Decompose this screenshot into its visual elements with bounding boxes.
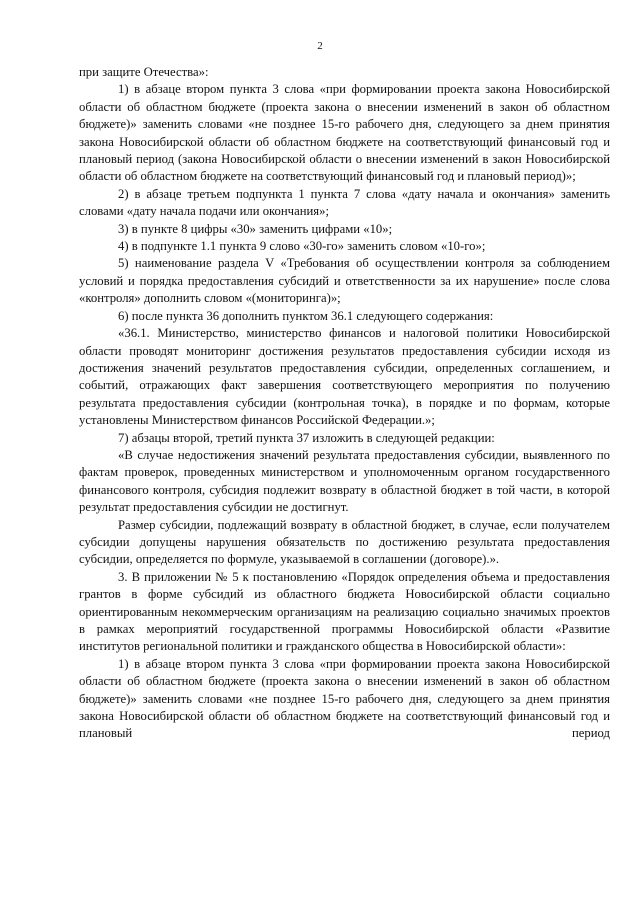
paragraph: Размер субсидии, подлежащий возврату в областной бюджет, в случае, если получателем субсидии допущены нарушения обязательств по достижению результата предоставления субсидии, определяется по формуле, указываемой в соглашении (договоре).».: [79, 517, 610, 567]
paragraph: 4) в подпункте 1.1 пункта 9 слово «30-го» заменить словом «10-го»;: [118, 239, 486, 254]
paragraph: 7) абзацы второй, третий пункта 37 изложить в следующей редакции:: [118, 430, 495, 445]
paragraph: «В случае недостижения значений результата предоставления субсидии, выявленного по фактам проверок, проведенных министерством и уполномоченным органом государственного финансового контроля, субсидия подлежит возврату в областной бюджет в той части, в которой результат предоставления субсидии не достигнут.: [79, 447, 610, 515]
paragraph: 3) в пункте 8 цифры «30» заменить цифрами «10»;: [118, 221, 393, 236]
paragraph: «36.1. Министерство, министерство финансов и налоговой политики Новосибирской области проводят мониторинг достижения результатов предоставления субсидии исходя из достижения значений результатов предоставления субсидии, определенных соглашением, и событий, отражающих факт завершения соответствующего мероприятия по получению результата предоставления субсидии (контрольная точка), в порядке и по формам, которые установлены Министерством финансов Российской Федерации.»;: [79, 326, 610, 428]
page-number: 2: [317, 40, 323, 52]
paragraph: 3. В приложении № 5 к постановлению «Порядок определения объема и предоставления грантов в форме субсидий из областного бюджета Новосибирской области социально ориентированным некоммерческим организациям на реализацию социально значимых проектов в рамках мероприятий государственной программы Новосибирской области «Развитие институтов региональной политики и гражданского общества в Новосибирской области»:: [79, 569, 610, 654]
paragraph: 6) после пункта 36 дополнить пунктом 36.1 следующего содержания:: [118, 308, 494, 323]
paragraph: 1) в абзаце втором пункта 3 слова «при формировании проекта закона Новосибирской области об областном бюджете (проекта закона о внесении изменений в закон об областном бюджете)» заменить словами «не позднее 15-го рабочего дня, следующего за днем принятия закона Новосибирской области об областном бюджете на соответствующий финансовый год и плановый период (закона Новосибирской области о внесении изменений в закон Новосибирской области об областном бюджете на соответствующий финансовый год и плановый период)»;: [79, 82, 610, 184]
paragraph: при защите Отечества»:: [79, 65, 209, 79]
document-body: [79, 64, 610, 743]
paragraph: 1) в абзаце втором пункта 3 слова «при формировании проекта закона Новосибирской области об областном бюджете (проекта закона о внесении изменений в закон об областном бюджете)» заменить словами «не позднее 15-го рабочего дня, следующего за днем принятия закона Новосибирской области об областном бюджете на соответствующий финансовый год и плановый период: [79, 656, 610, 741]
paragraph: 2) в абзаце третьем подпункта 1 пункта 7 слова «дату начала и окончания» заменить словами «дату начала подачи или окончания»;: [79, 186, 610, 219]
paragraph: 5) наименование раздела V «Требования об осуществлении контроля за соблюдением условий и порядка предоставления субсидий и ответственности за их нарушение» после слова «контроля» дополнить словом «(мониторинга)»;: [79, 256, 610, 306]
